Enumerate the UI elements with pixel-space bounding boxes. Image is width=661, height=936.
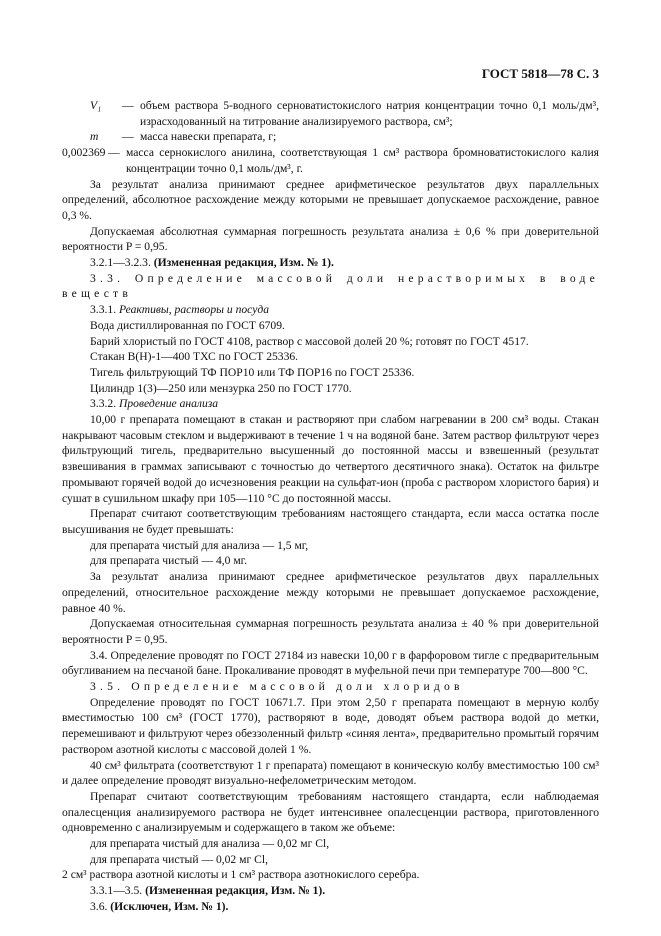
paragraph: Препарат считают соответствующим требованиям настоящего стандарта, если масса остатка после высушивания не будет превышать: <box>62 507 599 536</box>
definition-symbol: m <box>90 130 99 144</box>
reagent-item: Тигель фильтрующий ТФ ПОР10 или ТФ ПОР16 по ГОСТ 25336. <box>90 365 415 379</box>
list-item: для препарата чистый для анализа — 0,02 мг Cl, <box>90 837 330 851</box>
amendment-note: 3.2.1—3.2.3. (Измененная редакция, Изм. № 1). <box>90 256 334 270</box>
amendment-note: 3.6. (Исключен, Изм. № 1). <box>90 899 229 913</box>
paragraph: 10,00 г препарата помещают в стакан и растворяют при слабом нагревании в 200 см³ воды. Стакан накрывают часовым стеклом и выдерживают в течение 1 ч на водяной бане. Затем раствор фильтруют через фильтрующий тигель, предварительно высушенный до постоянной массы и взвешенный (результат взвешивания в граммах записывают с точностью до четвертого десятичного знака). Остаток на фильтре промывают горячей водой до исчезновения реакции на сульфат-ион (проба с раствором хлористого бария) и сушат в сушильном шкафу при 105—110 °С до постоянной массы. <box>62 413 599 505</box>
definition-symbol: 0,002369 <box>62 146 106 160</box>
paragraph: За результат анализа принимают среднее арифметическое результатов двух параллельных определений, абсолютное расхождение между которыми не превышает допускаемое расхождение, равное 0,3 %. <box>62 177 599 222</box>
section-3-4: 3.4. Определение проводят по ГОСТ 27184 из навески 10,00 г в фарфоровом тигле с предварительным обугливанием на песчаной бане. Прокаливание проводят в муфельной печи при температуре 700—800 °С. <box>62 648 599 678</box>
paragraph: 2 см³ раствора азотной кислоты и 1 см³ раствора азотнокислого серебра. <box>62 868 420 882</box>
section-heading-3-5: 3.5. Определение массовой доли хлоридов <box>90 680 464 694</box>
list-item: для препарата чистый для анализа — 1,5 мг, <box>90 538 309 552</box>
paragraph: За результат анализа принимают среднее арифметическое результатов двух параллельных определений, относительное расхождение между которыми не превышает допускаемое расхождение, равное 40 %. <box>62 570 599 615</box>
paragraph: Допускаемая относительная суммарная погрешность результата анализа ± 40 % при доверительной вероятности P = 0,95. <box>62 617 599 646</box>
definition-symbol: V₁ <box>90 99 102 112</box>
section-heading-3-3: 3.3. Определение массовой доли нерастворимых в воде веществ <box>62 271 599 301</box>
paragraph: Допускаемая абсолютная суммарная погрешность результата анализа ± 0,6 % при доверительной вероятности P = 0,95. <box>62 224 599 254</box>
definition-constant: 0,002369 — масса сернокислого анилина, соответствующая 1 см³ раствора бромноватистокислого калия концентрации точно 0,1 моль/дм³, г. <box>62 146 599 175</box>
definition-v1: V₁ — объем раствора 5-водного серноватистокислого натрия концентрации точно 0,1 моль/дм³, израсходованный на титрование анализируемого раствора, см³; <box>62 98 599 129</box>
definition-text: масса сернокислого анилина, соответствующая 1 см³ раствора бромноватистокислого калия концентрации точно 0,1 моль/дм³, г. <box>126 146 599 175</box>
paragraph: 40 см³ фильтрата (соответствуют 1 г препарата) помещают в коническую колбу вместимостью 100 см³ и далее определение проводят визуально-нефелометрическим методом. <box>62 758 599 788</box>
definition-text: масса навески препарата, г; <box>140 130 277 144</box>
paragraph: Определение проводят по ГОСТ 10671.7. При этом 2,50 г препарата помещают в мерную колбу вместимостью 100 см³ (ГОСТ 1770), растворяют в воде, доводят объем раствора водой до метки, перемешивают и фильтруют через обеззоленный фильтр «синяя лента», предварительно промытый горячим раствором азотной кислоты с массовой долей 1 %. <box>62 695 599 756</box>
definition-text: объем раствора 5-водного серноватистокислого натрия концентрации точно 0,1 моль/дм³, израсходованный на титрование анализируемого раствора, см³; <box>140 99 599 128</box>
reagent-item: Вода дистиллированная по ГОСТ 6709. <box>90 318 285 332</box>
list-item: для препарата чистый — 0,02 мг Cl, <box>90 852 268 866</box>
reagent-item: Стакан В(Н)-1—400 ТХС по ГОСТ 25336. <box>90 350 299 364</box>
amendment-note: 3.3.1—3.5. (Измененная редакция, Изм. № 1). <box>90 884 326 898</box>
paragraph: Препарат считают соответствующим требованиям настоящего стандарта, если наблюдаемая опалесценция анализируемого раствора не будет интенсивнее опалесценции раствора, приготовленного одновременно с анализируемым и содержащего в таком же объеме: <box>62 789 599 835</box>
reagent-item: Цилиндр 1(3)—250 или мензурка 250 по ГОСТ 1770. <box>90 381 352 395</box>
page-header: ГОСТ 5818—78 С. 3 <box>481 66 599 81</box>
subsection-heading-3-3-2: 3.3.2. Проведение анализа <box>90 397 219 411</box>
subsection-heading-3-3-1: 3.3.1. Реактивы, растворы и посуда <box>90 303 270 317</box>
document-body <box>62 98 599 915</box>
reagent-item: Барий хлористый по ГОСТ 4108, раствор с массовой долей 20 %; готовят по ГОСТ 4517. <box>90 334 529 348</box>
definition-m: m — масса навески препарата, г; <box>62 129 599 145</box>
list-item: для препарата чистый — 4,0 мг. <box>90 554 248 568</box>
